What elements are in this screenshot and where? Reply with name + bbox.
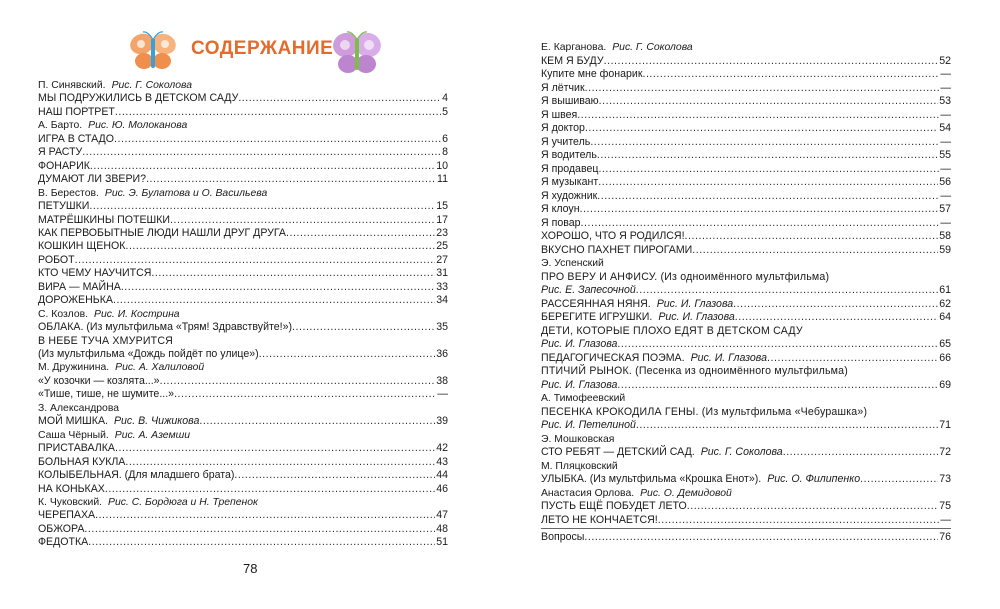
author-name: Саша Чёрный. [38, 429, 109, 441]
toc-entry [541, 284, 951, 297]
page-ref: — [940, 68, 951, 80]
dot-leader [597, 190, 939, 203]
entry-title: ПЕСЕНКА КРОКОДИЛА ГЕНЫ. (Из мультфильма «Чебурашка») [541, 405, 868, 418]
page-title: СОДЕРЖАНИЕ [191, 38, 334, 59]
entry-title: Я лётчик [541, 81, 585, 94]
toc-entry [38, 536, 448, 549]
entry-title: РОБОТ [38, 253, 75, 266]
page-ref: — [437, 388, 448, 401]
entry-title: ПРО ВЕРУ И АНФИСУ. (Из одноимённого мультфильма) [541, 270, 830, 283]
dot-leader [598, 163, 939, 176]
author-name: Анастасия Орлова. [541, 487, 635, 499]
page-ref: 48 [436, 522, 448, 535]
toc-entry [38, 173, 448, 186]
page-ref: — [940, 513, 951, 526]
toc-entry [541, 244, 951, 257]
dot-leader [238, 92, 441, 105]
entry-title: МАТРЁШКИНЫ ПОТЕШКИ [38, 213, 171, 226]
dot-leader [259, 348, 436, 361]
page-ref: 31 [436, 267, 448, 280]
entry-title: ДЕТИ, КОТОРЫЕ ПЛОХО ЕДЯТ В ДЕТСКОМ САДУ [541, 324, 803, 337]
entry-title: Купите мне фонарик [541, 68, 643, 80]
dot-leader [114, 133, 441, 146]
butterfly-purple-icon [331, 30, 383, 78]
illustrator-credit: Рис. А. Аземши [114, 429, 190, 441]
author-name: М. Пляцковский [541, 460, 618, 472]
toc-entry [38, 200, 448, 213]
dot-leader [687, 500, 938, 513]
dot-leader [735, 311, 938, 324]
dot-leader [585, 82, 940, 95]
toc-entry [541, 203, 951, 216]
illustrator-credit: Рис. И. Глазова [690, 351, 767, 364]
illustrator-credit: Рис. Г. Соколова [612, 42, 693, 53]
page-ref: 55 [939, 149, 951, 161]
illustrator-credit: Рис. И. Глазова [656, 297, 734, 310]
page-ref: 53 [939, 95, 951, 107]
toc-entry [541, 55, 951, 68]
dot-leader [286, 227, 435, 240]
toc-entry [38, 240, 448, 253]
entry-title: ЛЕТО НЕ КОНЧАЕТСЯ! [541, 513, 658, 526]
dot-leader [84, 523, 435, 536]
page-ref: 4 [442, 92, 448, 105]
author-name: А. Барто. [38, 120, 83, 132]
toc-entry [541, 122, 951, 135]
toc-entry [541, 514, 951, 527]
illustrator-credit: Рис. В. Чижикова [113, 415, 200, 428]
entry-title: ДУМАЮТ ЛИ ЗВЕРИ? [38, 173, 147, 186]
author-name: В. Берестов. [38, 187, 99, 199]
page-ref: 51 [436, 536, 448, 549]
toc-entry [38, 214, 448, 227]
dot-leader [599, 95, 939, 108]
dot-leader [105, 483, 435, 496]
dot-leader [170, 214, 435, 227]
illustrator-credit: Рис. А. Халиловой [115, 362, 205, 374]
page-ref: 73 [939, 473, 951, 485]
page-ref: 69 [939, 378, 951, 391]
dot-leader [121, 281, 435, 294]
dot-leader [597, 149, 938, 162]
toc-entry [541, 109, 951, 122]
toc-entry [541, 379, 951, 392]
dot-leader [590, 136, 939, 149]
page-ref: 66 [939, 351, 951, 364]
author-line [38, 308, 448, 321]
illustrator-credit: Рис. Э. Булатова и О. Васильева [104, 187, 268, 199]
author-name: Е. Карганова. [541, 42, 607, 53]
entry-title: ОБЖОРА [38, 522, 85, 535]
dot-leader [584, 531, 938, 544]
toc-entry [541, 190, 951, 203]
toc-entry [541, 163, 951, 176]
author-line [541, 487, 951, 500]
author-line [38, 496, 448, 509]
author-name: Э. Успенский [541, 258, 604, 269]
page-ref: 23 [436, 226, 448, 239]
toc-entry [541, 311, 951, 324]
toc-entry [541, 500, 951, 513]
entry-title: КОЛЫБЕЛЬНАЯ. (Для младшего брата) [38, 469, 235, 482]
dot-leader [685, 230, 939, 243]
toc-entry [38, 456, 448, 469]
dot-leader [146, 173, 436, 186]
page-ref: 42 [436, 442, 448, 455]
page-ref: 46 [436, 482, 448, 495]
illustrator-credit: Рис. И. Глазова [541, 378, 618, 391]
toc-entry [541, 338, 951, 351]
dot-leader [115, 442, 435, 455]
entry-title: КОШКИН ЩЕНОК [38, 240, 126, 253]
entry-title: КАК ПЕРВОБЫТНЫЕ ЛЮДИ НАШЛИ ДРУГ ДРУГА [38, 226, 286, 239]
entry-title: Я РАСТУ [38, 146, 83, 159]
author-name: З. Александрова [38, 402, 119, 414]
toc-entry [541, 217, 951, 230]
page-ref: — [940, 162, 951, 175]
toc-title-line [541, 325, 951, 338]
entry-title: КТО ЧЕМУ НАУЧИТСЯ [38, 267, 152, 280]
toc-entry [38, 321, 448, 334]
dot-leader [636, 419, 938, 432]
illustrator-credit: Рис. О. Филипенко [767, 473, 861, 485]
page-ref: 36 [436, 348, 448, 360]
toc-entry [541, 298, 951, 311]
dot-leader [581, 217, 940, 230]
toc-entry [541, 230, 951, 243]
toc-entry [541, 149, 951, 162]
entry-title: «У козочки — козлята...» [38, 374, 160, 387]
illustrator-credit: Рис. С. Бордюга и Н. Трепенок [108, 496, 258, 508]
dot-leader [125, 456, 435, 469]
toc-entry [541, 446, 951, 459]
dot-leader [860, 473, 938, 486]
illustrator-credit: Рис. Г. Соколова [700, 446, 783, 458]
entry-title: Я доктор [541, 122, 585, 134]
page-ref: 54 [939, 122, 951, 134]
toc-title-line [38, 335, 448, 348]
page-ref: 5 [442, 105, 448, 118]
author-line [541, 257, 951, 270]
dot-leader [82, 146, 441, 159]
page-ref: 59 [939, 243, 951, 256]
toc-entry [38, 254, 448, 267]
page-number: 78 [243, 561, 258, 576]
page-ref: 62 [939, 297, 951, 310]
entry-title: Я учитель [541, 135, 591, 148]
dot-leader [115, 106, 441, 119]
page-ref: 10 [436, 159, 448, 172]
page-ref: 44 [436, 469, 448, 482]
dot-leader [692, 244, 938, 257]
toc-entry [38, 469, 448, 482]
toc-entry [38, 294, 448, 307]
toc-entry [38, 388, 448, 401]
dot-leader [617, 379, 938, 392]
dot-leader [160, 375, 436, 388]
illustrator-credit: Рис. И. Кострина [94, 308, 180, 320]
entry-title: КЕМ Я БУДУ [541, 54, 604, 67]
page-ref: 39 [436, 415, 448, 428]
illustrator-credit: Рис. И. Глазова [658, 311, 735, 323]
dot-leader [767, 352, 938, 365]
dot-leader [585, 122, 938, 135]
entry-title: Я продавец [541, 162, 599, 175]
toc-entry [38, 227, 448, 240]
page-ref: 76 [939, 531, 951, 543]
illustrator-credit: Рис. Е. Запесочной [541, 284, 636, 296]
page-ref: 56 [939, 176, 951, 188]
dot-leader [199, 415, 435, 428]
author-line [38, 402, 448, 415]
toc-entry [541, 531, 951, 544]
dot-leader [75, 254, 436, 267]
entry-title: ПУСТЬ ЕЩЁ ПОБУДЕТ ЛЕТО [541, 500, 687, 512]
illustrator-credit: Рис. Ю. Молоканова [88, 120, 188, 132]
page-ref: 34 [436, 294, 448, 307]
page-ref: 38 [436, 374, 448, 387]
illustrator-credit: Рис. О. Демидовой [640, 487, 732, 499]
toc-entry [38, 523, 448, 536]
entry-title: НА КОНЬКАХ [38, 482, 105, 495]
toc-title-line [541, 271, 951, 284]
toc-entry [38, 106, 448, 119]
entry-title: ПТИЧИЙ РЫНОК. (Песенка из одноимённого мультфильма) [541, 365, 848, 377]
page-ref: — [940, 135, 951, 148]
page-ref: 15 [436, 200, 448, 213]
page-ref: — [940, 108, 951, 121]
toc-entry [38, 348, 448, 361]
page-ref: 71 [939, 419, 951, 431]
toc-title-line [541, 365, 951, 378]
toc-entry [38, 146, 448, 159]
author-line [38, 79, 448, 92]
entry-title: СТО РЕБЯТ — ДЕТСКИЙ САД. [541, 446, 695, 458]
entry-title: Я швея [541, 108, 578, 121]
toc-entry [38, 483, 448, 496]
dot-leader [617, 338, 938, 351]
dot-leader [174, 388, 436, 401]
author-line [38, 361, 448, 374]
entry-title: НАШ ПОРТРЕТ [38, 105, 115, 118]
illustrator-credit: Рис. И. Петелиной [541, 419, 636, 431]
author-line [38, 187, 448, 200]
illustrator-credit: Рис. Г. Соколова [111, 80, 192, 91]
page-ref: 65 [939, 338, 951, 350]
entry-title: Я художник [541, 189, 598, 202]
page-ref: 8 [442, 146, 448, 159]
dot-leader [658, 514, 940, 527]
toc-entry [541, 136, 951, 149]
dot-leader [783, 446, 939, 459]
entry-title: Я клоун [541, 203, 580, 215]
entry-title: В НЕБЕ ТУЧА ХМУРИТСЯ [38, 334, 174, 347]
toc-entry [38, 92, 448, 105]
entry-title: МЫ ПОДРУЖИЛИСЬ В ДЕТСКОМ САДУ [38, 92, 239, 105]
entry-title: ФОНАРИК [38, 159, 90, 172]
page-ref: 6 [442, 132, 448, 145]
entry-title: ФЕДОТКА [38, 536, 89, 549]
toc-entry [38, 415, 448, 428]
entry-title: ХОРОШО, ЧТО Я РОДИЛСЯ! [541, 230, 685, 242]
butterfly-orange-icon [128, 30, 178, 74]
dot-leader [604, 55, 939, 68]
toc-entry [541, 176, 951, 189]
dot-leader [577, 109, 939, 122]
entry-title: БЕРЕГИТЕ ИГРУШКИ. [541, 311, 653, 323]
page-ref: 57 [939, 203, 951, 215]
author-line [38, 119, 448, 132]
page-ref: 17 [436, 213, 448, 226]
dot-leader [234, 469, 435, 482]
dot-leader [733, 298, 938, 311]
dot-leader [89, 200, 435, 213]
page-ref: 72 [939, 446, 951, 458]
entry-title: «Тише, тише, не шумите...» [38, 388, 175, 401]
entry-title: Я водитель [541, 149, 597, 161]
page-ref: — [940, 189, 951, 202]
illustrator-credit: Рис. И. Глазова [541, 338, 618, 350]
author-name: С. Козлов. [38, 308, 89, 320]
entry-title: ПРИСТАВАЛКА [38, 442, 115, 455]
dot-leader [95, 509, 435, 522]
entry-title: РАССЕЯННАЯ НЯНЯ. [541, 297, 651, 310]
entry-title: (Из мультфильма «Дождь пойдёт по улице») [38, 348, 259, 360]
toc-entry [541, 95, 951, 108]
page-ref: 47 [436, 509, 448, 522]
dot-leader [580, 203, 939, 216]
entry-title: МОЙ МИШКА. [38, 415, 108, 428]
author-name: Э. Мошковская [541, 433, 615, 445]
dot-leader [642, 68, 939, 81]
entry-title: ЧЕРЕПАХА [38, 509, 96, 522]
toc-entry [38, 442, 448, 455]
author-line [541, 41, 951, 54]
toc-entry [38, 133, 448, 146]
entry-title: ПЕТУШКИ [38, 200, 90, 213]
toc-entry [541, 352, 951, 365]
page-ref: 11 [437, 173, 448, 186]
author-name: П. Синявский. [38, 80, 106, 91]
toc-entry [38, 509, 448, 522]
dot-leader [88, 536, 435, 549]
entry-title: Я вышиваю [541, 95, 599, 107]
toc-entry [541, 82, 951, 95]
toc-entry [541, 473, 951, 486]
author-line [541, 460, 951, 473]
page-ref: 75 [939, 500, 951, 512]
entry-title: ДОРОЖЕНЬКА [38, 294, 113, 307]
entry-title: Я музыкант [541, 176, 599, 188]
entry-title: ВКУСНО ПАХНЕТ ПИРОГАМИ [541, 243, 693, 256]
author-name: М. Дружинина. [38, 362, 110, 374]
page-ref: — [940, 81, 951, 94]
author-name: А. Тимофеевский [541, 393, 626, 404]
page-ref: 33 [436, 280, 448, 293]
page-ref: 58 [939, 230, 951, 242]
section-divider [541, 528, 951, 529]
page-ref: 27 [436, 253, 448, 266]
page-ref: 61 [939, 284, 951, 296]
author-line [38, 429, 448, 442]
page-ref: 52 [939, 54, 951, 67]
entry-title: УЛЫБКА. (Из мультфильма «Крошка Енот»). [541, 473, 762, 485]
dot-leader [113, 294, 435, 307]
author-line [541, 392, 951, 405]
author-name: К. Чуковский. [38, 496, 103, 508]
dot-leader [636, 284, 938, 297]
toc-entry [38, 375, 448, 388]
entry-title: ПЕДАГОГИЧЕСКАЯ ПОЭМА. [541, 351, 685, 364]
entry-title: Вопросы [541, 531, 585, 543]
entry-title: ОБЛАКА. (Из мультфильма «Трям! Здравствуйте!») [38, 321, 292, 334]
dot-leader [90, 160, 435, 173]
dot-leader [125, 240, 435, 253]
entry-title: БОЛЬНАЯ КУКЛА [38, 455, 126, 468]
toc-entry [38, 267, 448, 280]
author-line [541, 433, 951, 446]
toc-entry [38, 160, 448, 173]
toc-entry [38, 281, 448, 294]
page-ref: 35 [436, 321, 448, 334]
page-ref: 25 [436, 240, 448, 253]
toc-entry [541, 68, 951, 81]
toc-entry [541, 419, 951, 432]
dot-leader [598, 176, 938, 189]
dot-leader [292, 321, 435, 334]
dot-leader [151, 267, 435, 280]
entry-title: Я повар [541, 216, 581, 229]
page-ref: 43 [436, 455, 448, 468]
page-ref: 64 [939, 311, 951, 323]
entry-title: ВИРА — МАЙНА [38, 280, 121, 293]
entry-title: ИГРА В СТАДО [38, 132, 114, 145]
page-ref: — [940, 216, 951, 229]
toc-title-line [541, 406, 951, 419]
